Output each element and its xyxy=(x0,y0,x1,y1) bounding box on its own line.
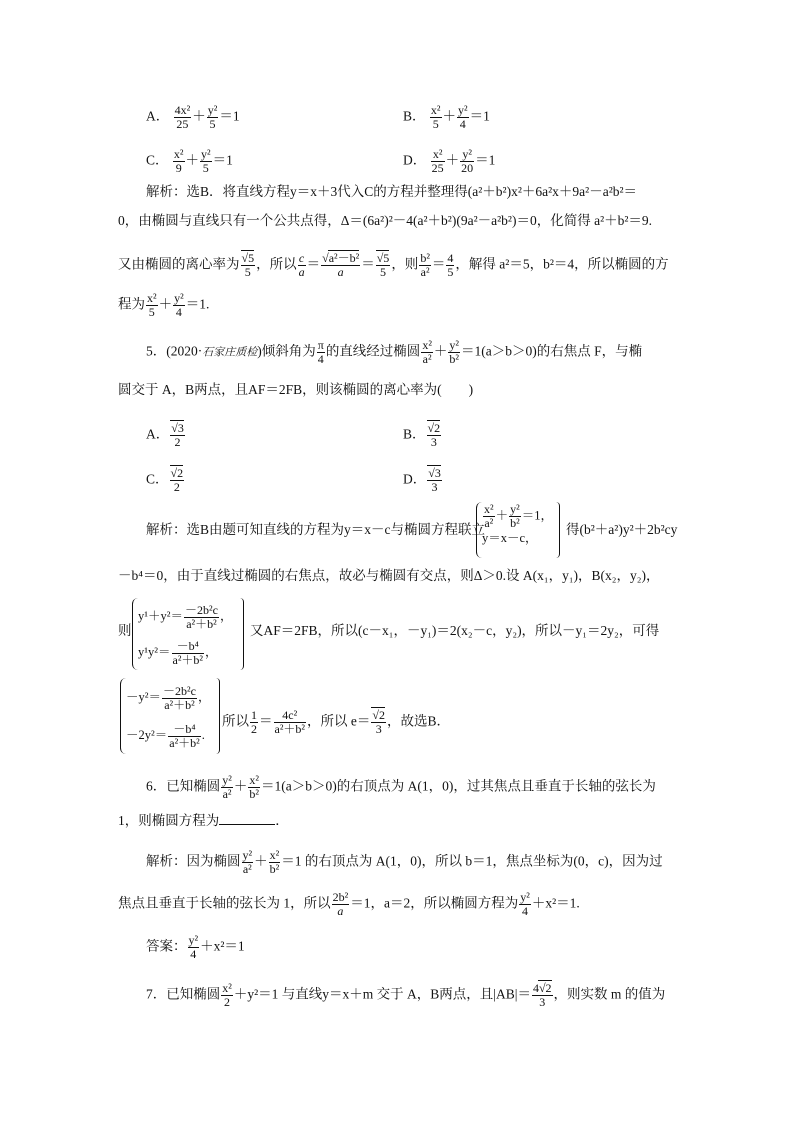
q6-stem-line-2: 1，则椭圆方程为 ． xyxy=(118,813,289,828)
q5-source: 石家庄质检 xyxy=(202,346,258,359)
q6-solution-line-1: 解析：因为椭圆 $\frac{\text{y²}}{\text{a²}}$ ＋ $\frac{\text{x²}}{\text{b²}}$ ＝1 的右顶点为 A(1，0)，所以 b＝1，焦点坐标为(0，c)，因为过 xyxy=(146,848,663,876)
q4-solution-line-2: 0，由椭圆与直线只有一个公共点得，Δ＝(6a²)²－4(a²＋b²)(9a²－a²b²)＝0，化简得 a²＋b²＝9. xyxy=(118,213,653,228)
q4-option-a[interactable]: A． $\frac{\text{4x²}}{25}$ ＋ $\frac{\text{y²}}{5}$ ＝1 xyxy=(146,103,240,131)
q5-system-2: y¹＋y²＝ $\frac{\text{－2b²c}}{\text{a²＋b²}}$ ， y¹y²＝ $\frac{\text{－b⁴}}{\text{a²＋b²}}$ ， xyxy=(138,602,233,667)
q4-option-b[interactable]: B． $\frac{\text{x²}}{5}$ ＋ $\frac{\text{y²}}{4}$ ＝1 xyxy=(403,103,490,131)
q5-solution-line-2: －b⁴＝0，由于直线过椭圆的右焦点，故必与椭圆有交点，则Δ＞0.设 A(x₁，y₁)，B(x₂，y₂)， xyxy=(118,568,660,583)
system-brace-close xyxy=(216,678,220,754)
q5-system-1: $\frac{\text{x²}}{\text{a²}}$ ＋ $\frac{\text{y²}}{\text{b²}}$ ＝1， y＝x－c， xyxy=(482,502,553,545)
q5-option-d[interactable]: D． $\frac{√3}{3}$ xyxy=(403,466,441,494)
q4-solution-line-4: 程为 $\frac{\text{x²}}{5}$ ＋ $\frac{\text{y²}}{4}$ ＝1. xyxy=(118,291,210,319)
q5-option-c[interactable]: C． $\frac{√2}{2}$ xyxy=(146,466,184,494)
q4-option-d[interactable]: D． $\frac{\text{x²}}{25}$ ＋ $\frac{\text{y²}}{20}$ ＝1 xyxy=(403,147,496,175)
q5-solution-then: 则 xyxy=(118,623,132,638)
q5-system-3: －y²＝ $\frac{\text{－2b²c}}{\text{a²＋b²}}$ ， －2y²＝ $\frac{\text{－b⁴}}{\text{a²＋b²}}$ . xyxy=(126,683,211,750)
q4-solution-line-3: 又由椭圆的离心率为 $\frac{√5}{5}$ ，所以 $\frac{c}{a}$ ＝ $\frac{\text{√a²－b²}}{a}$ ＝ $\frac{√5}{5}$ ，则 $\frac{\text{b²}}{\text{a²}}$ ＝ $\frac{4}{5}$ ，解得 a²＝5，b²＝4，所以椭圆的方 xyxy=(118,251,669,279)
q5-solution-line-1b: 得(b²＋a²)y²＋2b²cy xyxy=(566,522,678,537)
q5-option-a[interactable]: A． $\frac{√3}{2}$ xyxy=(146,421,184,449)
q7-stem-line-1: 7．已知椭圆 $\frac{\text{x²}}{2}$ ＋y²＝1 与直线y＝x＋m 交于 A，B两点，且|AB|＝ $\frac{4√2}{3}$ ，则实数 m 的值为 xyxy=(146,981,666,1009)
q6-solution-line-2: 焦点且垂直于长轴的弦长为 1，所以 $\frac{\text{2b²}}{a}$ ＝1，a＝2，所以椭圆方程为 $\frac{\text{y²}}{4}$ ＋x²＝1. xyxy=(118,890,580,918)
q4-option-c[interactable]: C． $\frac{\text{x²}}{9}$ ＋ $\frac{\text{y²}}{5}$ ＝1 xyxy=(146,147,233,175)
q5-solution-line-3: 又AF＝2FB，所以(c－x₁，－y₁)＝2(x₂－c，y₂)，所以－y₁＝2y₂，可得 xyxy=(250,623,660,638)
answer-blank xyxy=(219,812,275,825)
system-brace-close xyxy=(240,598,244,670)
system-brace-close xyxy=(556,502,560,558)
q6-answer: 答案： $\frac{\text{y²}}{4}$ ＋x²＝1 xyxy=(146,933,245,961)
q5-stem-line-1: 5．(2020·石家庄质检)倾斜角为 $\frac{\pi}{4}$ 的直线经过椭圆 $\frac{\text{x²}}{\text{a²}}$ ＋ $\frac{\text{y²}}{\text{b²}}$ ＝1(a＞b＞0)的右焦点 F，与椭 xyxy=(146,338,643,366)
q5-solution-line-4: 所以 $\frac{1}{2}$ ＝ $\frac{\text{4c²}}{\text{a²＋b²}}$ ，所以 e＝ $\frac{√2}{3}$ ，故选B． xyxy=(222,708,451,736)
q4-solution-line-1: 解析：选B．将直线方程y＝x＋3代入C的方程并整理得(a²＋b²)x²＋6a²x＋9a²－a²b²＝ xyxy=(146,184,638,199)
q6-stem-line-1: 6．已知椭圆 $\frac{\text{y²}}{\text{a²}}$ ＋ $\frac{\text{x²}}{\text{b²}}$ ＝1(a＞b＞0)的右顶点为 A(1，0)，过其焦点且垂直于长轴的弦长为 xyxy=(146,773,656,801)
q5-option-b[interactable]: B． $\frac{√2}{3}$ xyxy=(403,421,441,449)
q5-stem-line-2: 圆交于 A，B两点，且AF＝2FB，则该椭圆的离心率为( ) xyxy=(118,382,474,397)
q5-solution-line-1a: 解析：选B由题可知直线的方程为y＝x－c与椭圆方程联立 xyxy=(146,522,485,537)
